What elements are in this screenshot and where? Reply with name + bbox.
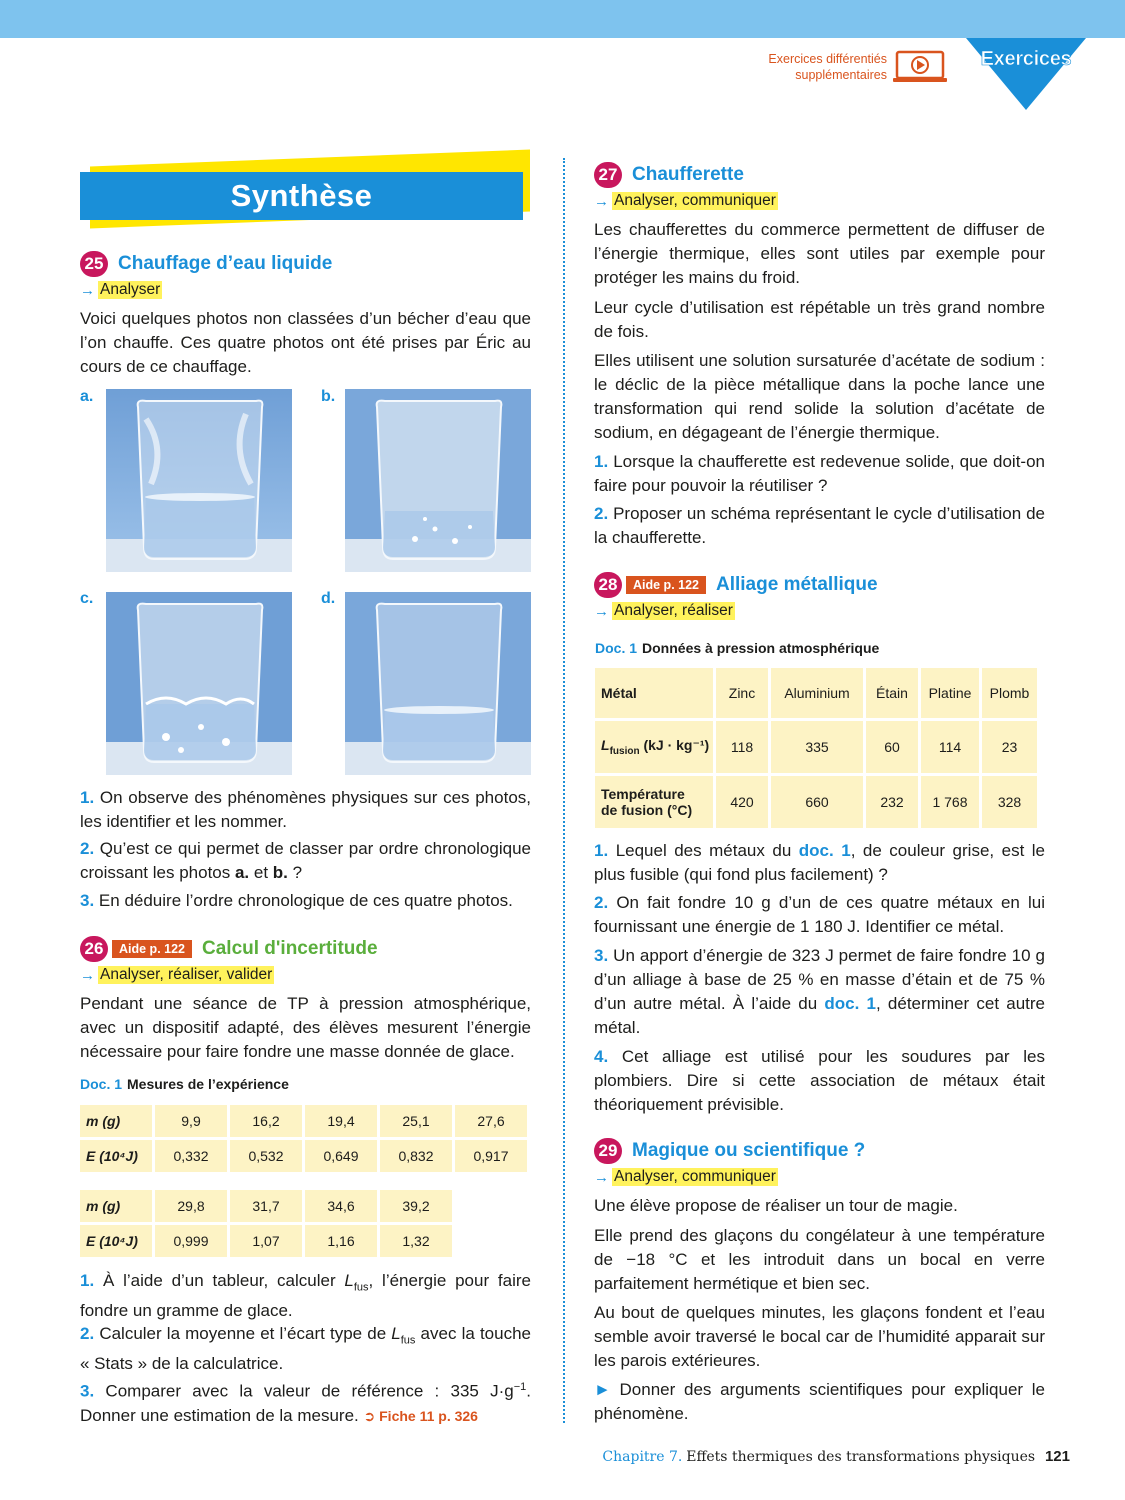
- arrow-right-icon: →: [80, 281, 95, 299]
- exercise-title: Chaufferette: [632, 164, 744, 185]
- skill-tag: → Analyser, communiquer: [594, 192, 776, 210]
- page-footer: Chapitre 7. Effets thermiques des transformations physiques 121: [602, 1448, 1070, 1465]
- differentiated-exercises-link[interactable]: Exercices différentiés supplémentaires: [768, 52, 887, 82]
- table-row: E (10⁴J) 0,999 1,07 1,16 1,32: [80, 1225, 452, 1257]
- question-28-3: 3. Un apport d’énergie de 323 J permet de faire fondre 10 g d’un alliage à base de 25 % en masse d’étain et de 75 % d’un autre métal. À l’aide du doc. 1, déterminer cet autre métal.: [594, 946, 1046, 1037]
- question-25-3: 3. En déduire l’ordre chronologique de ces quatre photos.: [80, 891, 513, 910]
- doc-reference[interactable]: doc. 1: [798, 841, 851, 860]
- skill-tag: → Analyser, réaliser, valider: [80, 966, 273, 984]
- question-27-2: 2. Proposer un schéma représentant le cycle d’utilisation de la chaufferette.: [594, 504, 1045, 547]
- exercise-title: Calcul d'incertitude: [202, 938, 378, 959]
- arrow-circle-icon: ➲: [363, 1407, 376, 1424]
- exercise-number: 27: [594, 162, 622, 188]
- top-color-band: [0, 0, 1125, 38]
- skill-tag: → Analyser: [80, 281, 161, 299]
- table-row: $L_{fusion}$ (kJ · kg⁻¹) 118 335 60 114 23: [595, 721, 1037, 773]
- arrow-right-icon: →: [594, 602, 609, 620]
- exercise-paragraph: Leur cycle d’utilisation est répétable un très grand nombre de fois.: [594, 298, 1045, 341]
- photo-label-a: a.: [80, 388, 94, 405]
- exercise-title: Alliage métallique: [716, 574, 878, 595]
- help-badge[interactable]: Aide p. 122: [112, 940, 192, 958]
- exercise-title: Chauffage d’eau liquide: [118, 253, 333, 274]
- help-badge[interactable]: Aide p. 122: [626, 576, 706, 594]
- doc-caption: Doc. 1 Mesures de l’expérience: [80, 1076, 289, 1092]
- exercise-26-header: [80, 935, 378, 963]
- question-28-4: 4. Cet alliage est utilisé pour les soudures par les plombiers. Dire si cette association de métaux était théoriquement prévisible.: [594, 1047, 1045, 1114]
- exercise-27-header: [594, 161, 744, 189]
- exercise-25-header: [80, 250, 332, 278]
- beaker-photo-a: [106, 389, 292, 572]
- exercise-number: 25: [80, 251, 108, 277]
- exercise-paragraph: Une élève propose de réaliser un tour de magie.: [594, 1196, 958, 1215]
- arrow-right-icon: →: [594, 192, 609, 210]
- doc-reference[interactable]: doc. 1: [824, 994, 876, 1013]
- measurements-table-2: [77, 1187, 455, 1260]
- page-number: 121: [1044, 1448, 1070, 1465]
- question-29: ► Donner des arguments scientifiques pour expliquer le phénomène.: [594, 1380, 1045, 1423]
- exercise-paragraph: Elles utilisent une solution sursaturée d’acétate de sodium : le déclic de la pièce métallique dans la poche lance une transformation qui rend solide la solution d’acétate de sodium, en dégageant de l’énergie thermique.: [594, 351, 1045, 442]
- question-26-1: 1. À l’aide d’un tableur, calculer $L_{fus}$, l’énergie pour faire fondre un gramme de glace.: [80, 1271, 531, 1321]
- table-row: Température de fusion (°C) 420 660 232 1 768 328: [595, 776, 1037, 828]
- beaker-photo-d: [345, 592, 531, 775]
- exercise-29-header: [594, 1137, 865, 1165]
- skill-tag: → Analyser, communiquer: [594, 1168, 776, 1186]
- beaker-photo-b: [345, 389, 531, 572]
- photo-label-b: b.: [321, 388, 336, 405]
- synthese-banner: [80, 158, 532, 224]
- exercise-title: Magique ou scientifique ?: [632, 1140, 866, 1161]
- beaker-photo-c: [106, 592, 292, 775]
- exercise-number: 26: [80, 936, 108, 962]
- exercise-intro: Voici quelques photos non classées d’un bécher d’eau que l’on chauffe. Ces quatre photos ont été prises par Éric au cours de ce chauffage.: [80, 309, 531, 376]
- arrow-right-icon: →: [80, 966, 95, 984]
- photo-label-d: d.: [321, 590, 336, 607]
- exercise-28-header: [594, 571, 878, 599]
- question-25-1: 1. On observe des phénomènes physiques sur ces photos, les identifier et les nommer.: [80, 788, 531, 831]
- question-25-2: 2. Qu’est ce qui permet de classer par ordre chronologique croissant les photos a. et b. ?: [80, 839, 531, 882]
- question-26-3: 3. Comparer avec la valeur de référence : 335 $J\cdot g^{-1}$. Donner une estimation de la mesure. ➲ Fiche 11 p. 326: [80, 1381, 531, 1425]
- exercise-paragraph: Au bout de quelques minutes, les glaçons fondent et l’eau semble avoir traversé le bocal car de l’humidité apparait sur les parois extérieures.: [594, 1303, 1045, 1370]
- question-26-2: 2. Calculer la moyenne et l’écart type de $L_{fus}$ avec la touche « Stats » de la calculatrice.: [80, 1324, 531, 1374]
- synthese-title: Synthèse: [230, 178, 373, 213]
- exercise-number: 29: [594, 1138, 622, 1164]
- question-28-2: 2. On fait fondre 10 g d’un de ces quatre métaux en lui fournissant une énergie de 1 180 J. Identifier ce métal.: [594, 893, 1046, 936]
- section-label: Exercices: [980, 48, 1072, 70]
- triangle-bullet-icon: ►: [594, 1380, 611, 1399]
- measurements-table-1: [77, 1102, 530, 1175]
- table-row: E (10⁴J) 0,332 0,532 0,649 0,832 0,917: [80, 1140, 527, 1172]
- table-row: m (g) 29,8 31,7 34,6 39,2: [80, 1190, 452, 1222]
- table-row: Métal Zinc Aluminium Étain Platine Plomb: [595, 668, 1037, 718]
- exercise-intro: Pendant une séance de TP à pression atmosphérique, avec un dispositif adapté, des élèves mesurent l’énergie nécessaire pour faire fondre une masse donnée de glace.: [80, 994, 531, 1061]
- exercise-paragraph: Elle prend des glaçons du congélateur à une température de −18 °C et les introduit dans un bocal en verre parfaitement hermétique et bien sec.: [594, 1226, 1045, 1293]
- skill-tag: → Analyser, réaliser: [594, 602, 733, 620]
- table-row: m (g) 9,9 16,2 19,4 25,1 27,6: [80, 1105, 527, 1137]
- question-28-1: 1. Lequel des métaux du doc. 1, de couleur grise, est le plus fusible (qui fond plus facilement) ?: [594, 841, 1046, 884]
- metals-table: [592, 665, 1040, 831]
- doc-caption: Doc. 1 Données à pression atmosphérique: [595, 640, 880, 656]
- exercise-number: 28: [594, 572, 622, 598]
- photo-label-c: c.: [80, 590, 94, 607]
- arrow-right-icon: →: [594, 1168, 609, 1186]
- video-play-icon[interactable]: [893, 50, 947, 84]
- column-divider: [563, 158, 565, 1423]
- exercise-paragraph: Les chaufferettes du commerce permettent de diffuser de l’énergie thermique, elles sont utiles par exemple pour protéger les mains du froid.: [594, 220, 1045, 287]
- question-27-1: 1. Lorsque la chaufferette est redevenue solide, que doit-on faire pour pouvoir la réutiliser ?: [594, 452, 1045, 495]
- fiche-link[interactable]: ➲ Fiche 11 p. 326: [363, 1407, 478, 1424]
